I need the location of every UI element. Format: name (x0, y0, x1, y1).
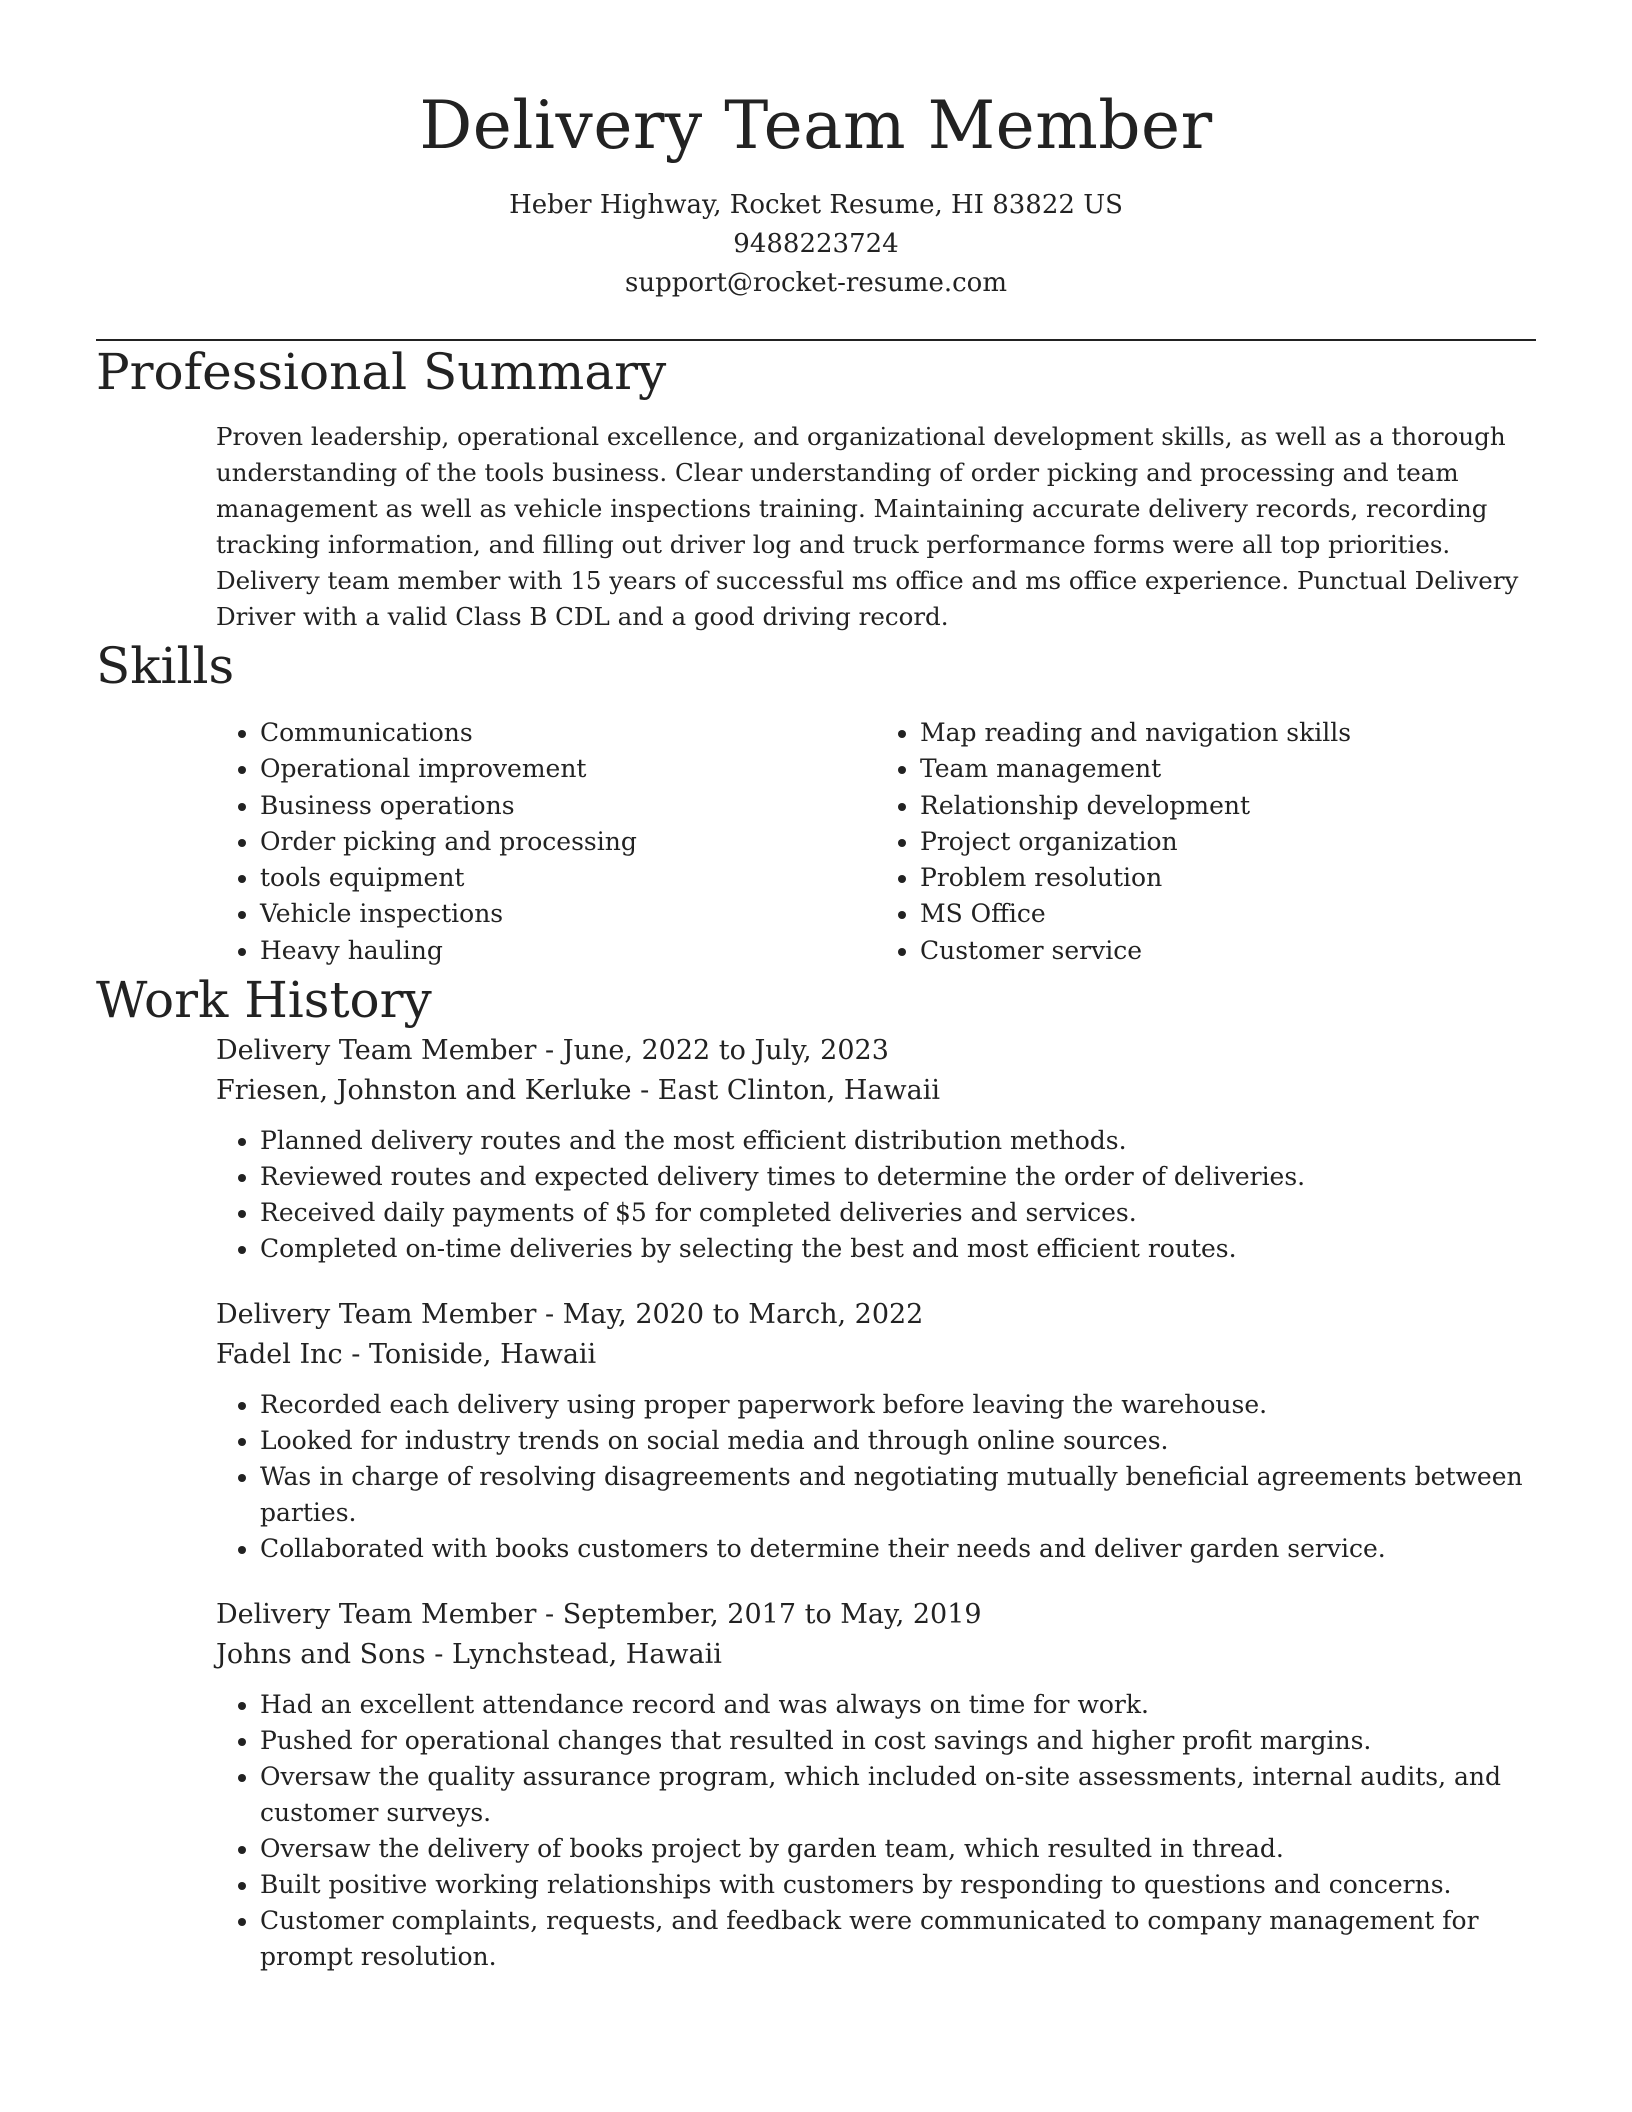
job-role: Delivery Team Member (216, 1599, 537, 1631)
skill-item: • Team management (920, 751, 1536, 787)
job-title-line (216, 1295, 1536, 1335)
resume-header (96, 0, 1536, 303)
skill-item: • Vehicle inspections (260, 896, 876, 932)
job-role: Delivery Team Member (216, 1299, 537, 1331)
job-bullets (216, 1687, 1536, 1975)
skill-item: • Customer service (920, 933, 1536, 969)
skills-column-right (876, 715, 1536, 969)
job-company: Fadel Inc (216, 1339, 343, 1371)
skill-item: • Relationship development (920, 788, 1536, 824)
job-title-line (216, 1031, 1536, 1071)
candidate-name: Delivery Team Member (419, 87, 1213, 164)
summary-text: Proven leadership, operational excellence, and organizational development skills, as well as a thorough understanding of the tools business. Clear understanding of order picking and processing and team management as well as vehicle inspections training. Maintaining accurate delivery records, recording tracking information, and filling out driver log and truck performance forms were all top priorities. Delivery team member with 15 years of successful ms office and ms office experience. Punctual Delivery Driver with a valid Class B CDL and a good driving record. (216, 422, 1519, 631)
work-history-heading: Work History (96, 971, 432, 1030)
job-company-line (216, 1635, 1536, 1675)
job-bullet: • Was in charge of resolving disagreements and negotiating mutually beneficial agreements between parties. (260, 1459, 1536, 1531)
resume-page (96, 0, 1536, 1975)
phone: 9488223724 (733, 229, 899, 259)
job-company: Johns and Sons (216, 1639, 426, 1671)
job-entry (216, 1295, 1536, 1567)
skill-item: • Business operations (260, 788, 876, 824)
job-bullet: • Built positive working relationships with customers by responding to questions and concerns. (260, 1867, 1536, 1903)
job-title-line (216, 1595, 1536, 1635)
job-bullets (216, 1123, 1536, 1267)
email: support@rocket-resume.com (624, 268, 1007, 298)
job-bullet: • Looked for industry trends on social media and through online sources. (260, 1423, 1536, 1459)
job-bullet: • Pushed for operational changes that resulted in cost savings and higher profit margins. (260, 1723, 1536, 1759)
skill-item: • Project organization (920, 824, 1536, 860)
skill-item: • Heavy hauling (260, 933, 876, 969)
job-bullet: • Planned delivery routes and the most efficient distribution methods. (260, 1123, 1536, 1159)
contact-info (96, 186, 1536, 303)
skill-item: • Communications (260, 715, 876, 751)
address: Heber Highway, Rocket Resume, HI 83822 US (509, 190, 1123, 220)
job-role: Delivery Team Member (216, 1035, 537, 1067)
job-company-line (216, 1071, 1536, 1111)
job-location: Lynchstead, Hawaii (451, 1639, 722, 1671)
job-bullet: • Had an excellent attendance record and was always on time for work. (260, 1687, 1536, 1723)
job-bullet: • Recorded each delivery using proper paperwork before leaving the warehouse. (260, 1387, 1536, 1423)
job-bullet: • Reviewed routes and expected delivery times to determine the order of deliveries. (260, 1159, 1536, 1195)
job-bullet: • Oversaw the quality assurance program, which included on-site assessments, internal audits, and customer surveys. (260, 1759, 1536, 1831)
job-company-line (216, 1335, 1536, 1375)
job-company: Friesen, Johnston and Kerluke (216, 1075, 632, 1107)
separator: - (631, 1075, 658, 1107)
job-bullet: • Oversaw the delivery of books project by garden team, which resulted in thread. (260, 1831, 1536, 1867)
skill-item: • tools equipment (260, 860, 876, 896)
job-location: East Clinton, Hawaii (657, 1075, 940, 1107)
job-bullet: • Customer complaints, requests, and feedback were communicated to company management for prompt resolution. (260, 1903, 1536, 1975)
job-location: Toniside, Hawaii (368, 1339, 597, 1371)
skill-item: • Map reading and navigation skills (920, 715, 1536, 751)
skills-list (216, 715, 1536, 969)
skill-item: • Order picking and processing (260, 824, 876, 860)
separator: - (536, 1035, 563, 1067)
separator: - (536, 1599, 563, 1631)
job-bullets (216, 1387, 1536, 1567)
summary-heading: Professional Summary (96, 343, 667, 401)
separator: - (536, 1299, 563, 1331)
separator: - (342, 1339, 369, 1371)
job-bullet: • Completed on-time deliveries by selecting the best and most efficient routes. (260, 1231, 1536, 1267)
job-dates: June, 2022 to July, 2023 (562, 1035, 889, 1067)
separator: - (425, 1639, 452, 1671)
skill-item: • Operational improvement (260, 751, 876, 787)
job-entry (216, 1595, 1536, 1975)
job-dates: September, 2017 to May, 2019 (562, 1599, 982, 1631)
skill-item: • Problem resolution (920, 860, 1536, 896)
skills-column-left (216, 715, 876, 969)
job-bullet: • Collaborated with books customers to determine their needs and deliver garden service. (260, 1531, 1536, 1567)
job-dates: May, 2020 to March, 2022 (562, 1299, 924, 1331)
skills-heading: Skills (96, 637, 235, 695)
job-bullet: • Received daily payments of $5 for completed deliveries and services. (260, 1195, 1536, 1231)
skill-item: • MS Office (920, 896, 1536, 932)
job-entry (216, 1031, 1536, 1267)
